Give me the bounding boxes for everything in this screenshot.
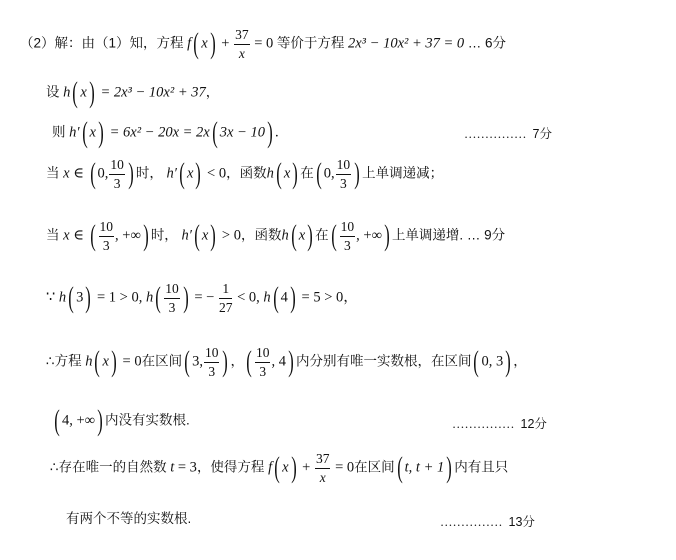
var-x: x [63, 165, 70, 182]
frac-num: 10 [255, 346, 271, 363]
func-h-prime: h′ [181, 227, 192, 244]
score-6: … 6分 [467, 35, 507, 51]
comma: ， [513, 353, 527, 369]
line-8-text: ( 4, +∞) 内没有实数根. [54, 404, 190, 437]
frac-den: 3 [259, 363, 267, 379]
fraction-10-3 [336, 158, 352, 190]
fraction-37-x [315, 452, 331, 484]
then-text: 则 [52, 124, 66, 140]
because-symbol: ∵ [46, 289, 56, 306]
plus-sign: + [302, 459, 311, 476]
equals-minus: = − [194, 289, 215, 306]
frac-den: x [319, 469, 326, 485]
time-text: 时， [150, 227, 178, 243]
frac-den: 3 [113, 175, 121, 191]
interval-text: 在区间 [354, 459, 395, 475]
when-text: 当 [46, 165, 60, 181]
func-f: f [187, 35, 192, 52]
comma: ， [230, 353, 244, 369]
line-3-text: 则 h′( x) = 6x² − 20x = 2x( 3x − 10) . [52, 116, 279, 149]
frac-den: 3 [208, 363, 216, 379]
score-9: … 9分 [466, 227, 506, 243]
score-13 [440, 512, 535, 530]
unique-root-text: 内分别有唯一实数根，在区间 [295, 353, 472, 369]
equals-zero: = 0 [335, 459, 355, 476]
no-root-text: 内没有实数根. [105, 412, 190, 428]
var-x: x [102, 353, 109, 370]
line-5-text: 当 x ∈ ( $\frac{10}{3}$ , +∞) 时， h′( x) > 0，函数h( x) 在( $\frac{10}{3}$ , +∞) 上单调递增. … 9分 [46, 219, 506, 253]
equals-3: = 3 [177, 459, 197, 476]
element-of: ∈ [73, 165, 84, 182]
line-4 [0, 150, 676, 210]
var-x: x [201, 35, 208, 52]
fraction-10-3 [99, 220, 115, 252]
fraction-1-27 [219, 282, 233, 314]
increasing-text: 上单调递增. [391, 227, 464, 243]
frac-den: x [238, 45, 245, 61]
score-7 [464, 124, 552, 142]
leader-dots: …………… [440, 515, 503, 529]
on-text: 在 [315, 227, 329, 243]
var-x: x [201, 227, 209, 244]
frac-den: 27 [218, 299, 233, 315]
frac-num: 10 [336, 158, 352, 175]
var-x: x [282, 459, 289, 476]
when-text: 当 [46, 227, 60, 243]
let-text: 设 [46, 84, 60, 100]
interval-start: 3, [192, 353, 203, 370]
points: 7分 [532, 127, 552, 141]
interval-4-inf: 4, +∞ [62, 412, 96, 429]
func-h: h [85, 353, 93, 370]
intro-text: （2）解：由（1）知，方程 [20, 35, 184, 51]
decreasing-text: 上单调递减； [362, 165, 444, 181]
equivalent-text: 等价于方程 [276, 35, 345, 51]
var-t: t [170, 459, 175, 476]
line-4-text: 当 x ∈ ( 0, $\frac{10}{3}$ ) 时， h′( x) < 0，函数h( x) 在( 0, $\frac{10}{3}$ ) 上单调递减； [46, 157, 444, 191]
points: 13分 [508, 515, 535, 529]
line-5 [0, 212, 676, 272]
arg-3: 3 [76, 289, 84, 306]
derivative-factor: 3x − 10 [219, 124, 265, 141]
frac-num: 10 [204, 346, 220, 363]
plus-sign: + [221, 35, 230, 52]
line-6 [0, 272, 676, 332]
cubic-equation: 2x³ − 10x² + 37 = 0 [348, 35, 465, 52]
equals-zero: = 0 [122, 353, 142, 370]
function-text: ，函数 [240, 227, 282, 243]
fraction-10-3 [340, 220, 356, 252]
frac-num: 1 [219, 282, 233, 299]
func-h: h [58, 289, 67, 306]
interval-t: t, t + 1 [404, 459, 445, 476]
greater-than-zero: > 0 [221, 227, 241, 244]
fraction-10-3 [204, 346, 220, 378]
leader-dots: …………… [452, 417, 515, 431]
such-that-text: ，使得方程 [196, 459, 265, 475]
frac-num: 10 [99, 220, 115, 237]
line-1 [0, 8, 676, 68]
therefore-text: ∴方程 [46, 353, 82, 369]
var-x: x [298, 227, 306, 244]
comma: ， [205, 84, 220, 100]
frac-num: 10 [340, 220, 356, 237]
fraction-10-3 [109, 158, 125, 190]
interval-start: 0, [97, 165, 109, 182]
func-h: h [266, 165, 274, 182]
function-text: ，函数 [226, 165, 267, 181]
line-7-text: ∴方程 h( x) = 0在区间( 3, $\frac{10}{3}$ ) ，( $\frac{10}{3}$ , 4) 内分别有唯一实数根，在区间( 0, 3) ， [46, 345, 527, 379]
frac-num: 37 [234, 28, 250, 45]
points: 12分 [520, 417, 547, 431]
frac-num: 37 [315, 452, 331, 469]
frac-den: 3 [340, 175, 347, 191]
less-than-zero: < 0 [207, 165, 227, 182]
var-x: x [89, 124, 96, 141]
line-10-text [66, 512, 191, 527]
var-x: x [63, 227, 70, 244]
two-roots-text: 有两个不等的实数根. [66, 511, 192, 526]
period: . [274, 124, 279, 141]
fraction-10-3 [255, 346, 271, 378]
value-h3: = 1 > 0, [96, 289, 143, 306]
element-of: ∈ [73, 227, 84, 244]
less-than-zero: < 0, [237, 289, 260, 306]
fraction-37-x [234, 28, 250, 60]
func-h: h [281, 227, 289, 244]
exists-text: ∴存在唯一的自然数 [50, 459, 167, 475]
var-x: x [283, 165, 291, 182]
infinity: , +∞ [356, 227, 382, 244]
frac-den: 3 [102, 237, 110, 253]
func-h: h [263, 289, 271, 306]
interval-start: 0, [323, 165, 335, 182]
var-x: x [186, 165, 194, 182]
line-1-text: （2）解：由（1）知，方程 f( x) + $\frac{37}{x}$ = 0 等价于方程 2x³ − 10x² + 37 = 0 … 6分 [20, 27, 507, 61]
line-7 [0, 338, 676, 398]
h-definition: = 2x³ − 10x² + 37 [100, 84, 206, 101]
on-text: 在 [300, 165, 314, 181]
arg-4: 4 [280, 289, 288, 306]
line-9 [0, 444, 676, 504]
frac-num: 10 [164, 282, 180, 299]
interval-text: 在区间 [141, 353, 183, 369]
infinity: , +∞ [115, 227, 141, 244]
time-text: 时， [135, 165, 163, 181]
derivative-expr: = 6x² − 20x = 2x [109, 124, 210, 141]
only-text: 内有且只 [454, 459, 509, 475]
func-h-prime: h′ [69, 124, 80, 141]
frac-den: 3 [168, 299, 176, 315]
equals-zero: = 0 [254, 35, 274, 52]
func-h: h [145, 289, 154, 306]
line-9-text: ∴存在唯一的自然数 t = 3，使得方程 f( x) + $\frac{37}{x}$ = 0在区间( t, t + 1) 内有且只 [50, 451, 509, 485]
interval-0-3: 0, 3 [481, 353, 504, 370]
var-x: x [80, 84, 87, 101]
frac-num: 10 [109, 158, 125, 175]
line-6-text: ∵ h( 3) = 1 > 0, h( $\frac{10}{3}$ ) = − $\frac{1}{27}$ < 0, h( 4) = 5 > 0， [46, 281, 358, 315]
score-12 [452, 414, 547, 432]
interval-end: , 4 [271, 353, 286, 370]
func-f: f [268, 459, 273, 476]
func-h: h [63, 84, 71, 101]
line-2-text: 设 h( x) = 2x³ − 10x² + 37， [46, 76, 220, 109]
leader-dots: …………… [464, 127, 527, 141]
func-h-prime: h′ [166, 165, 177, 182]
fraction-10-3 [164, 282, 180, 314]
value-h4: = 5 > 0， [301, 289, 358, 306]
frac-den: 3 [344, 237, 351, 253]
line-10 [0, 500, 676, 560]
